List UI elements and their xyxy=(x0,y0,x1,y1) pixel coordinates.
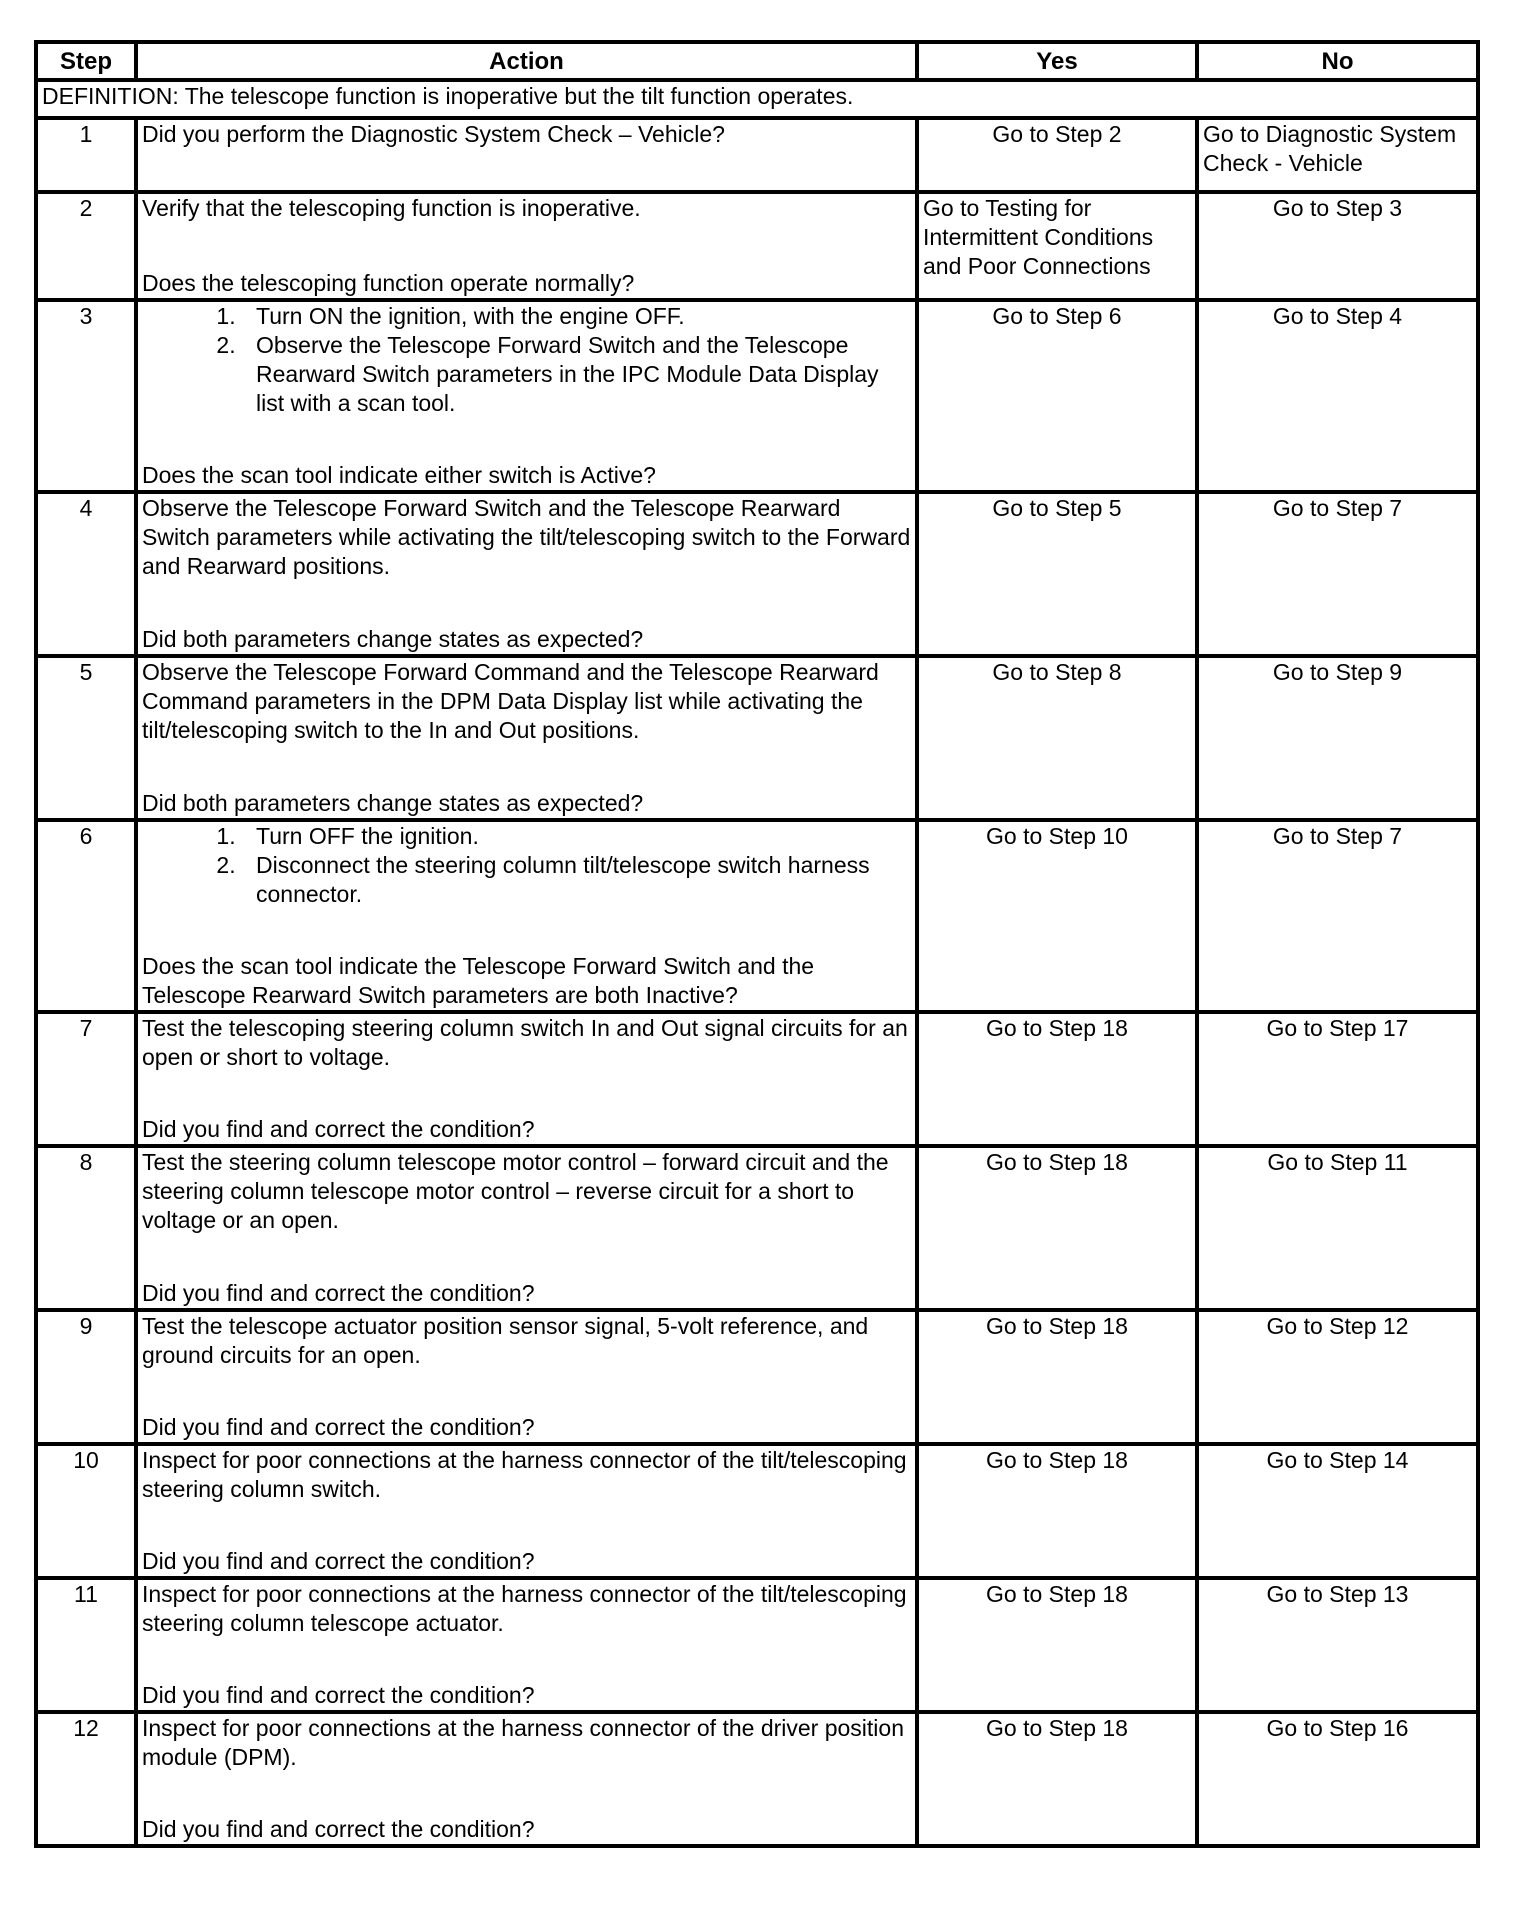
no-result: Go to Diagnostic System Check - Vehicle xyxy=(1197,118,1478,192)
no-result: Go to Step 11 xyxy=(1197,1146,1478,1310)
yes-result: Go to Step 18 xyxy=(917,1310,1197,1444)
no-result: Go to Step 17 xyxy=(1197,1012,1478,1146)
action-question: Did both parameters change states as expected? xyxy=(142,626,644,652)
action-question: Did you find and correct the condition? xyxy=(142,1116,535,1142)
table-row xyxy=(36,1310,1478,1444)
diagnostic-table xyxy=(34,40,1480,1848)
list-item: 2. Observe the Telescope Forward Switch and the Telescope Rearward Switch parameters in the IPC Module Data Display list with a scan tool. xyxy=(242,331,911,418)
table-row xyxy=(36,1444,1478,1578)
action-text: Inspect for poor connections at the harness connector of the tilt/telescoping steering column switch. xyxy=(142,1447,907,1502)
action-text: Inspect for poor connections at the harness connector of the tilt/telescoping steering column telescope actuator. xyxy=(142,1581,907,1636)
no-result: Go to Step 16 xyxy=(1197,1712,1478,1846)
action-cell xyxy=(136,656,917,820)
definition-text: DEFINITION: The telescope function is inoperative but the tilt function operates. xyxy=(36,80,1478,118)
table-row xyxy=(36,656,1478,820)
no-result: Go to Step 3 xyxy=(1197,192,1478,300)
action-cell xyxy=(136,820,917,1012)
table-row xyxy=(36,1712,1478,1846)
table-row xyxy=(36,492,1478,656)
action-question: Did you find and correct the condition? xyxy=(142,1816,535,1842)
step-number: 11 xyxy=(36,1578,136,1712)
action-text: Test the telescope actuator position sensor signal, 5-volt reference, and ground circuits for an open. xyxy=(142,1313,869,1368)
action-text: Did you perform the Diagnostic System Check – Vehicle? xyxy=(142,121,725,147)
no-result: Go to Step 4 xyxy=(1197,300,1478,492)
action-cell xyxy=(136,192,917,300)
yes-result: Go to Step 18 xyxy=(917,1444,1197,1578)
step-number: 5 xyxy=(36,656,136,820)
yes-result: Go to Step 2 xyxy=(917,118,1197,192)
no-result: Go to Step 9 xyxy=(1197,656,1478,820)
no-result: Go to Step 7 xyxy=(1197,820,1478,1012)
table-row xyxy=(36,1146,1478,1310)
table-row xyxy=(36,118,1478,192)
list-item: 2. Disconnect the steering column tilt/telescope switch harness connector. xyxy=(242,851,911,909)
action-cell xyxy=(136,1012,917,1146)
yes-result: Go to Step 10 xyxy=(917,820,1197,1012)
action-text: Test the steering column telescope motor control – forward circuit and the steering column telescope motor control – reverse circuit for a short to voltage or an open. xyxy=(142,1149,889,1233)
action-cell xyxy=(136,492,917,656)
table-row xyxy=(36,1012,1478,1146)
list-item: 1. Turn ON the ignition, with the engine OFF. xyxy=(242,302,911,331)
no-result: Go to Step 13 xyxy=(1197,1578,1478,1712)
step-number: 4 xyxy=(36,492,136,656)
action-question: Did you find and correct the condition? xyxy=(142,1548,535,1574)
step-number: 6 xyxy=(36,820,136,1012)
step-number: 3 xyxy=(36,300,136,492)
action-question: Does the scan tool indicate the Telescope Forward Switch and the Telescope Rearward Switch parameters are both Inactive? xyxy=(142,953,815,1008)
step-number: 9 xyxy=(36,1310,136,1444)
step-number: 10 xyxy=(36,1444,136,1578)
table-row xyxy=(36,1578,1478,1712)
action-list xyxy=(142,302,911,418)
yes-result: Go to Step 6 xyxy=(917,300,1197,492)
yes-result: Go to Step 8 xyxy=(917,656,1197,820)
yes-result: Go to Step 18 xyxy=(917,1146,1197,1310)
action-text: Observe the Telescope Forward Switch and the Telescope Rearward Switch parameters while activating the tilt/telescoping switch to the Forward and Rearward positions. xyxy=(142,495,911,579)
definition-row xyxy=(36,80,1478,118)
action-cell xyxy=(136,1146,917,1310)
action-question: Does the scan tool indicate either switch is Active? xyxy=(142,462,656,488)
header-action: Action xyxy=(136,42,917,80)
header-no: No xyxy=(1197,42,1478,80)
action-cell xyxy=(136,300,917,492)
action-cell xyxy=(136,1712,917,1846)
yes-result: Go to Testing for Intermittent Conditions and Poor Connections xyxy=(917,192,1197,300)
yes-result: Go to Step 18 xyxy=(917,1012,1197,1146)
table-row xyxy=(36,300,1478,492)
action-cell xyxy=(136,1578,917,1712)
action-text: Observe the Telescope Forward Command and the Telescope Rearward Command parameters in the DPM Data Display list while activating the tilt/telescoping switch to the In and Out positions. xyxy=(142,659,879,743)
action-cell xyxy=(136,118,917,192)
action-text: Verify that the telescoping function is inoperative. xyxy=(142,195,641,221)
action-cell xyxy=(136,1310,917,1444)
table-header-row xyxy=(36,42,1478,80)
yes-result: Go to Step 18 xyxy=(917,1578,1197,1712)
action-question: Did you find and correct the condition? xyxy=(142,1414,535,1440)
no-result: Go to Step 12 xyxy=(1197,1310,1478,1444)
step-number: 12 xyxy=(36,1712,136,1846)
list-item: 1. Turn OFF the ignition. xyxy=(242,822,911,851)
step-number: 8 xyxy=(36,1146,136,1310)
no-result: Go to Step 14 xyxy=(1197,1444,1478,1578)
action-text: Test the telescoping steering column switch In and Out signal circuits for an open or short to voltage. xyxy=(142,1015,908,1070)
action-list xyxy=(142,822,911,909)
action-cell xyxy=(136,1444,917,1578)
action-question: Did you find and correct the condition? xyxy=(142,1682,535,1708)
yes-result: Go to Step 5 xyxy=(917,492,1197,656)
no-result: Go to Step 7 xyxy=(1197,492,1478,656)
action-question: Did you find and correct the condition? xyxy=(142,1280,535,1306)
header-yes: Yes xyxy=(917,42,1197,80)
step-number: 2 xyxy=(36,192,136,300)
action-question: Did both parameters change states as expected? xyxy=(142,790,644,816)
action-text: Inspect for poor connections at the harness connector of the driver position module (DPM). xyxy=(142,1715,904,1770)
header-step: Step xyxy=(36,42,136,80)
step-number: 7 xyxy=(36,1012,136,1146)
table-row xyxy=(36,192,1478,300)
yes-result: Go to Step 18 xyxy=(917,1712,1197,1846)
table-row xyxy=(36,820,1478,1012)
step-number: 1 xyxy=(36,118,136,192)
action-question: Does the telescoping function operate normally? xyxy=(142,270,635,296)
